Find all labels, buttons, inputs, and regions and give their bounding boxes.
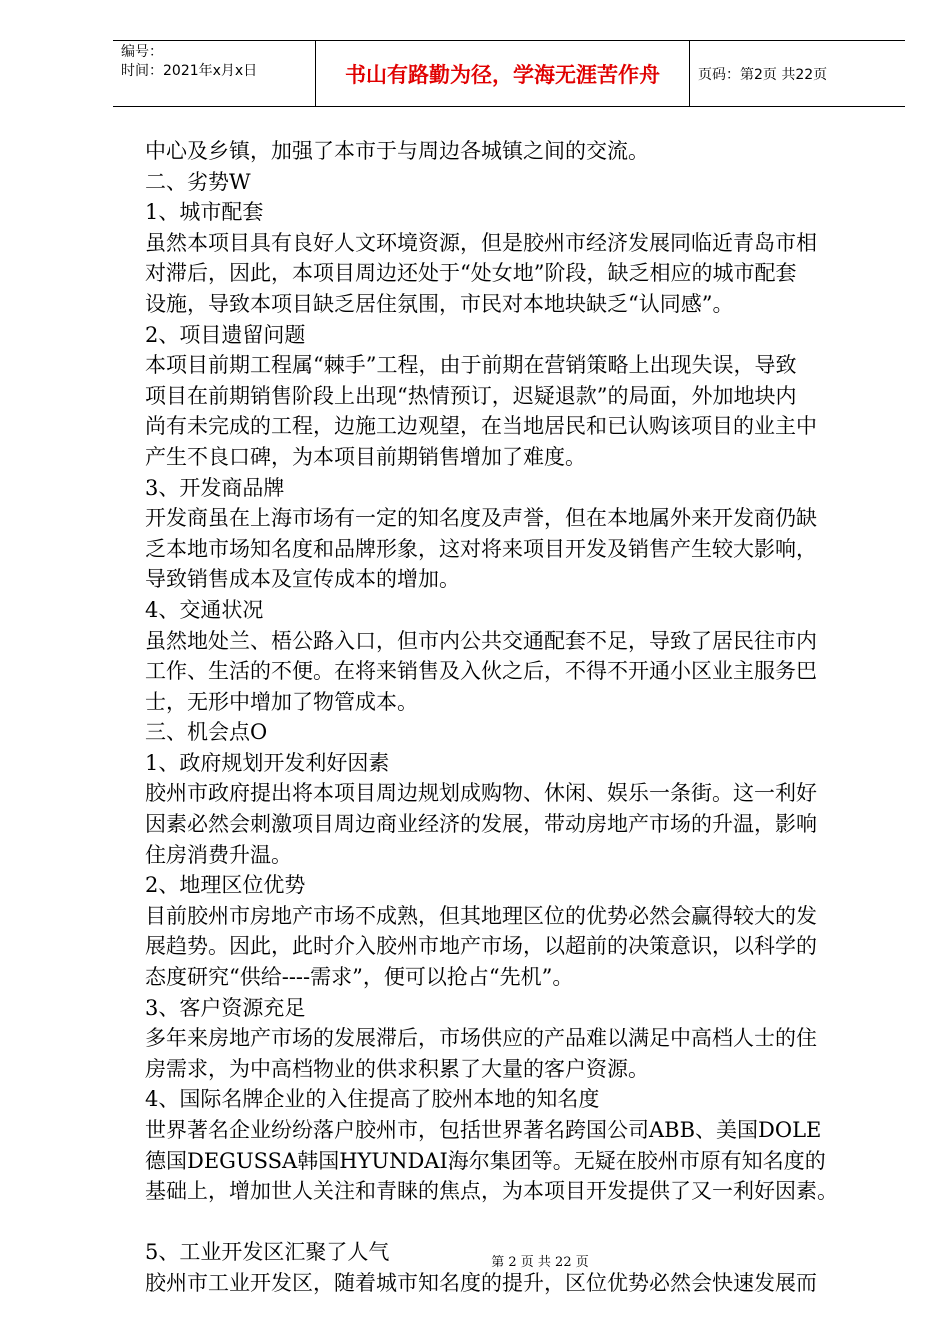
document-body (145, 136, 875, 1299)
text-line: 乏本地市场知名度和品牌形象，这对将来项目开发及销售产生较大影响， (145, 536, 817, 561)
text-line: 二、劣势W (145, 169, 251, 194)
text-line: 产生不良口碑，为本项目前期销售增加了难度。 (145, 444, 586, 469)
text-line: 目前胶州市房地产市场不成熟，但其地理区位的优势必然会赢得较大的发 (145, 903, 817, 928)
header-motto: 书山有路勤为径，学海无涯苦作舟 (315, 41, 690, 106)
text-line: 工作、生活的不便。在将来销售及入伙之后，不得不开通小区业主服务巴 (145, 659, 817, 684)
text-line: 设施，导致本项目缺乏居住氛围，市民对本地块缺乏“认同感”。 (145, 291, 734, 316)
text-line: 本项目前期工程属“棘手”工程，由于前期在营销策略上出现失误，导致 (145, 353, 797, 378)
text-line: 胶州市工业开发区，随着城市知名度的提升，区位优势必然会快速发展而 (145, 1270, 817, 1295)
text-line: 中心及乡镇，加强了本市于与周边各城镇之间的交流。 (145, 139, 649, 163)
text-line: 5、工业开发区汇聚了人气 (145, 1240, 390, 1265)
text-line: 3、开发商品牌 (145, 475, 285, 500)
text-line: 4、交通状况 (145, 597, 264, 622)
text-line: 德国DEGUSSA韩国HYUNDAI海尔集团等。无疑在胶州市原有知名度的 (145, 1148, 826, 1173)
text-line: 三、机会点O (145, 720, 268, 745)
text-line: 导致销售成本及宣传成本的增加。 (145, 567, 460, 592)
text-line: 对滞后，因此，本项目周边还处于“处女地”阶段，缺乏相应的城市配套 (145, 261, 797, 286)
text-line: 展趋势。因此，此时介入胶州市地产市场，以超前的决策意识，以科学的 (145, 934, 817, 959)
text-line: 虽然地处兰、梧公路入口，但市内公共交通配套不足，导致了居民往市内 (145, 628, 817, 653)
text-line: 项目在前期销售阶段上出现“热情预订，迟疑退款”的局面，外加地块内 (145, 383, 797, 408)
header-meta (113, 41, 315, 106)
text-line: 虽然本项目具有良好人文环境资源，但是胶州市经济发展同临近青岛市相 (145, 230, 817, 255)
document-number-label: 编号： (121, 44, 163, 60)
text-line: 3、客户资源充足 (145, 995, 306, 1020)
text-line: 2、地理区位优势 (145, 873, 306, 898)
text-line: 基础上，增加世人关注和青睐的焦点，为本项目开发提供了又一利好因素。 (145, 1179, 838, 1204)
text-line: 2、项目遗留问题 (145, 322, 306, 347)
text-line: 胶州市政府提出将本项目周边规划成购物、休闲、娱乐一条街。这一利好 (145, 781, 817, 806)
text-line: 态度研究“供给----需求”，便可以抢占“先机”。 (145, 965, 574, 990)
page-footer: 第 2 页 共 22 页 (491, 1255, 589, 1270)
text-line (145, 1207, 875, 1238)
text-line: 1、政府规划开发利好因素 (145, 750, 390, 775)
text-line: 士，无形中增加了物管成本。 (145, 689, 418, 714)
text-line: 多年来房地产市场的发展滞后，市场供应的产品难以满足中高档人士的住 (145, 1026, 817, 1051)
text-line: 开发商虽在上海市场有一定的知名度及声誉，但在本地属外来开发商仍缺 (145, 506, 817, 531)
document-time-label: 时间：2021年x月x日 (121, 63, 258, 79)
text-line: 4、国际名牌企业的入住提高了胶州本地的知名度 (145, 1087, 600, 1112)
text-line: 世界著名企业纷纷落户胶州市，包括世界著名跨国公司ABB、美国DOLE (145, 1118, 822, 1142)
text-line: 1、城市配套 (145, 200, 264, 225)
text-line: 因素必然会刺激项目周边商业经济的发展，带动房地产市场的升温，影响 (145, 812, 817, 837)
header-page-info: 页码：第2页 共22页 (698, 66, 828, 83)
text-line: 尚有未完成的工程，边施工边观望，在当地居民和已认购该项目的业主中 (145, 414, 817, 439)
text-line: 房需求，为中高档物业的供求积累了大量的客户资源。 (145, 1056, 649, 1081)
text-line: 住房消费升温。 (145, 842, 292, 867)
page-header (113, 40, 905, 107)
